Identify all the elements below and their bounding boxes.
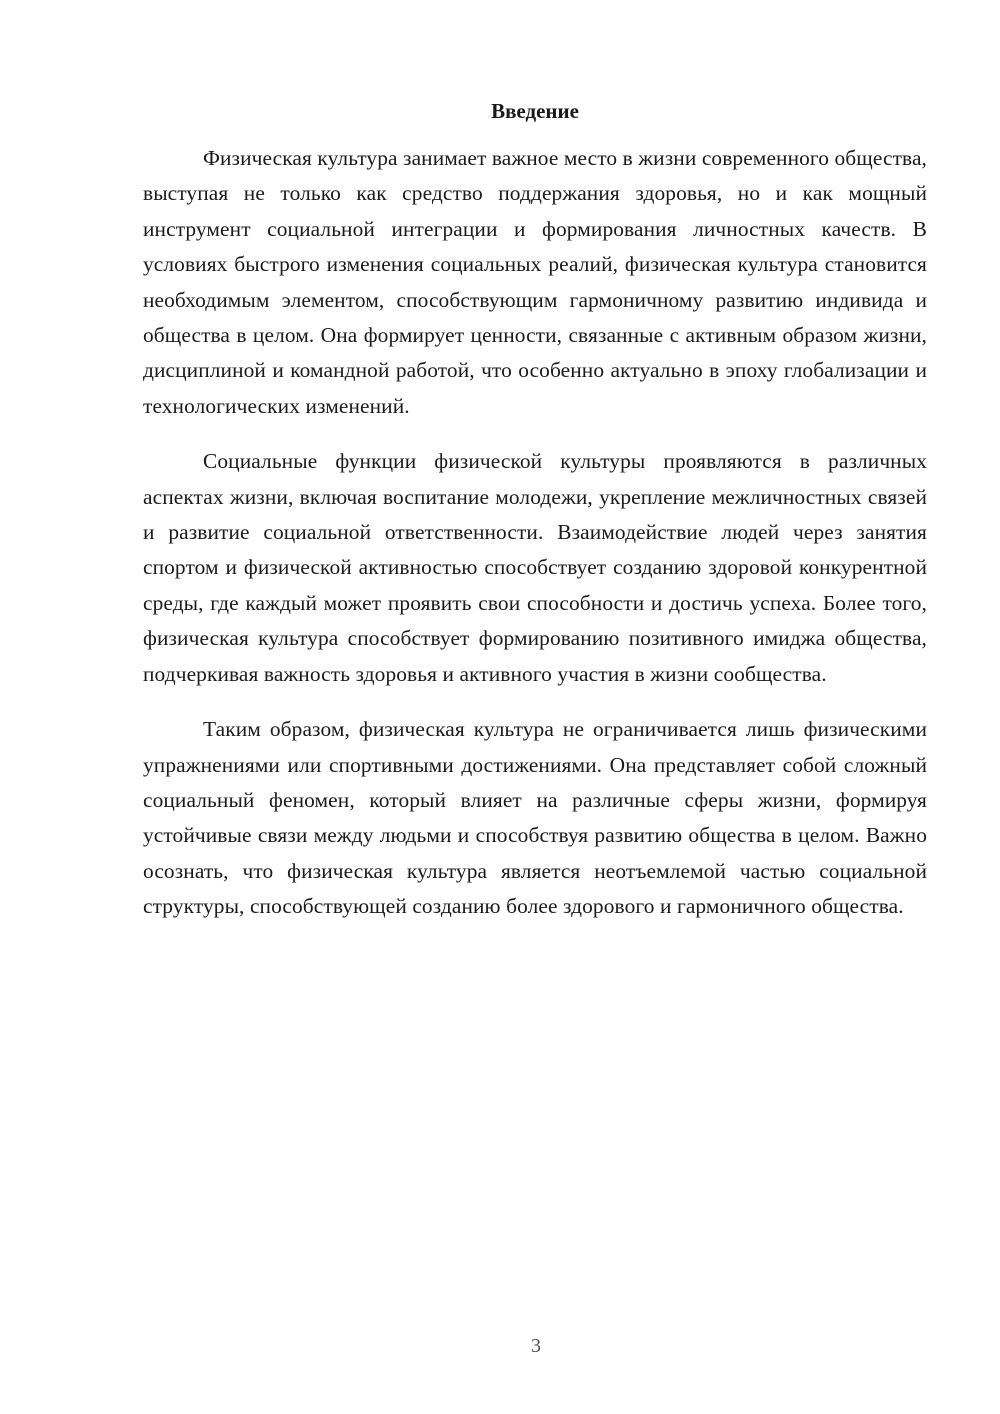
paragraph-2: Социальные функции физической культуры проявляются в различных аспектах жизни, включая воспитание молодежи, укрепление межличностных связей и развитие социальной ответственности. Взаимодействие людей через занятия спортом и физической активностью способствует созданию здоровой конкурентной среды, где каждый может проявить свои способности и достичь успеха. Более того, физическая культура способствует формированию позитивного имиджа общества, подчеркивая важность здоровья и активного участия в жизни сообщества. [143, 449, 927, 686]
page-content [143, 95, 927, 925]
section-heading: Введение [491, 99, 579, 123]
paragraph-1: Физическая культура занимает важное место в жизни современного общества, выступая не только как средство поддержания здоровья, но и как мощный инструмент социальной интеграции и формирования личностных качеств. В условиях быстрого изменения социальных реалий, физическая культура становится необходимым элементом, способствующим гармоничному развитию индивида и общества в целом. Она формирует ценности, связанные с активным образом жизни, дисциплиной и командной работой, что особенно актуально в эпоху глобализации и технологических изменений. [143, 146, 927, 418]
page-number: 3 [531, 1335, 541, 1357]
paragraph-3: Таким образом, физическая культура не ограничивается лишь физическими упражнениями или спортивными достижениями. Она представляет собой сложный социальный феномен, который влияет на различные сферы жизни, формируя устойчивые связи между людьми и способствуя развитию общества в целом. Важно осознать, что физическая культура является неотъемлемой частью социальной структуры, способствующей созданию более здорового и гармоничного общества. [143, 717, 927, 919]
